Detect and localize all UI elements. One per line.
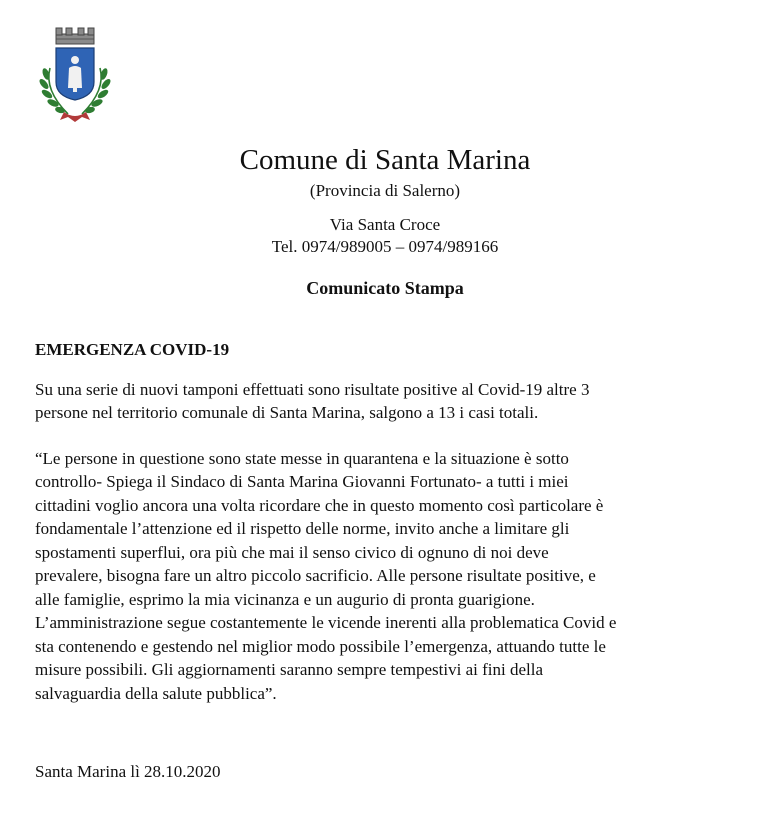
municipality-title: Comune di Santa Marina (239, 144, 531, 176)
document-type-heading: Comunicato Stampa (306, 278, 464, 298)
coat-of-arms-icon (32, 24, 118, 128)
text-line: alle famiglie, esprimo la mia vicinanza e un augurio di pronta guarigione. (35, 589, 535, 609)
paragraph-2 (35, 447, 740, 706)
paragraph-1 (35, 378, 740, 425)
text-line: fondamentale l’attenzione ed il rispetto delle norme, invito anche a limitare gli (35, 519, 570, 538)
text-line: salvaguardia della salute pubblica”. (35, 683, 277, 703)
text-line: L’amministrazione segue costantemente le vicende inerenti alla problematica Covid e (35, 613, 617, 632)
section-heading: EMERGENZA COVID-19 (35, 340, 230, 359)
crown-icon (56, 28, 94, 44)
text-line: sta contenendo e gestendo nel miglior modo possibile l’emergenza, attuando tutte le (35, 636, 606, 656)
province-subtitle: (Provincia di Salerno) (309, 181, 461, 200)
signoff-date: Santa Marina lì 28.10.2020 (35, 762, 221, 781)
text-line: prevalere, bisogna fare un altro piccolo sacrificio. Alle persone risultate positive, e (35, 566, 596, 585)
text-line: misure possibili. Gli aggiornamenti saranno sempre tempestivi ai fini della (35, 660, 543, 679)
ribbon-icon (60, 112, 90, 122)
press-release-body (35, 338, 740, 727)
text-line: persone nel territorio comunale di Santa Marina, salgono a 13 i casi totali. (35, 403, 539, 422)
text-line: “Le persone in questione sono state messe in quarantena e la situazione è sotto (35, 448, 569, 468)
address-line: Via Santa Croce (329, 215, 441, 234)
text-line: cittadini voglio ancora una volta ricordare che in questo momento così particolare è (35, 495, 604, 515)
text-line: Su una serie di nuovi tamponi effettuati sono risultate positive al Covid-19 altre 3 (35, 379, 590, 399)
text-line: spostamenti superflui, ora più che mai il senso civico di ognuno di noi deve (35, 542, 549, 562)
document-header (0, 140, 770, 300)
phone-line: Tel. 0974/989005 – 0974/989166 (271, 237, 499, 256)
text-line: controllo- Spiega il Sindaco di Santa Marina Giovanni Fortunato- a tutti i miei (35, 472, 569, 491)
